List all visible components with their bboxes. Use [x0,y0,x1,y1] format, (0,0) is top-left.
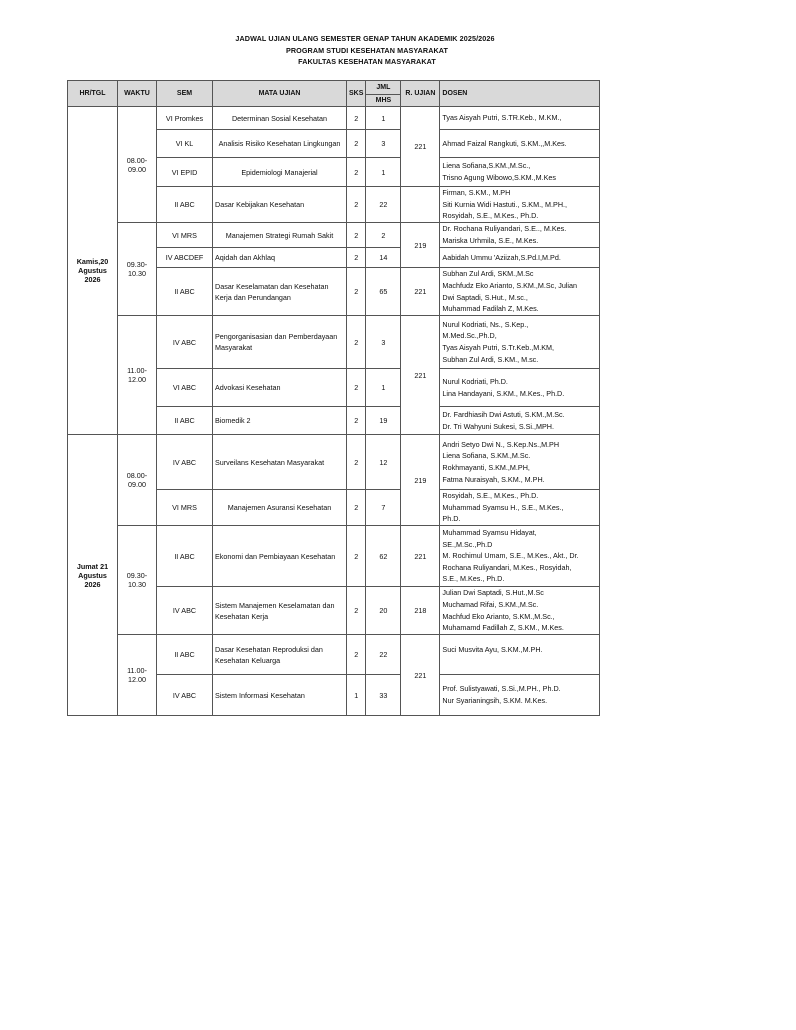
mata-ujian-cell: Manajemen Strategi Rumah Sakit [213,223,347,248]
header-dosen: DOSEN [440,81,600,107]
dosen-name: Ph.D. [442,514,461,524]
dosen-name: Subhan Zul Ardi, SKM.,M.Sc [442,269,534,279]
mata-ujian-cell: Ekonomi dan Pembiayaan Kesehatan [213,526,347,587]
day-cell [68,107,118,435]
room-cell: 221 [401,635,440,716]
jml-mhs-cell: 22 [366,187,401,223]
waktu-label: 09.30-10.30 [126,571,148,589]
sem-cell: VI MRS [157,490,213,526]
room-cell [401,187,440,223]
dosen-name: Andri Setyo Dwi N., S.Kep.Ns.,M.PH [442,439,560,449]
sem-cell: II ABC [157,187,213,223]
mata-ujian-cell: Analisis Risiko Kesehatan Lingkungan [213,130,347,158]
dosen-name: Firman, S.KM., M.PH [442,188,511,198]
waktu-label: 11.00-12.00 [127,366,147,384]
title-line-3: FAKULTAS KESEHATAN MASYARAKAT [298,57,436,66]
table-row [68,223,600,248]
dosen-name: Rokhmayanti, S.KM.,M.PH, [442,463,530,472]
header-sks: SKS [347,81,366,107]
jml-mhs-cell: 20 [366,587,401,635]
dosen-name: Rosyidah, S.E., M.Kes., Ph.D. [442,211,539,221]
room-cell: 219 [401,223,440,268]
mata-ujian-cell: Biomedik 2 [213,407,347,435]
mata-ujian-cell: Aqidah dan Akhlaq [213,248,347,268]
dosen-cell [440,587,600,635]
waktu-cell [118,435,157,526]
sem-cell: VI KL [157,130,213,158]
sem-cell: II ABC [157,526,213,587]
mata-ujian-cell: Determinan Sosial Kesehatan [213,107,347,130]
dosen-cell [440,187,600,223]
jml-mhs-cell: 2 [366,223,401,248]
dosen-name: Tyas Aisyah Putri, S.Tr.Keb.,M.KM, [442,343,554,352]
mata-ujian-cell: Surveilans Kesehatan Masyarakat [213,435,347,490]
dosen-name: Tyas Aisyah Putri, S.TR.Keb., M.KM., [442,113,562,123]
dosen-cell [440,369,600,407]
dosen-name: Machfudz Eko Arianto, S.KM.,M.Sc, Julian [442,280,578,290]
dosen-name: Fatma Nuraisyah, S.KM., M.PH. [442,474,545,484]
jml-mhs-cell: 3 [366,130,401,158]
sem-cell: IV ABC [157,316,213,369]
dosen-name: Muhammad Syamsu H., S.E., M.Kes., [442,502,564,512]
jml-mhs-cell: 22 [366,635,401,675]
table-row [68,316,600,369]
dosen-name: M. Rochimul Umam, S.E., M.Kes., Akt., Dr. [442,551,579,561]
dosen-name: Dr. Rochana Ruliyandari, S.E.., M.Kes. [442,224,567,234]
sem-cell: VI EPID [157,158,213,187]
mata-ujian-cell: Advokasi Kesehatan [213,369,347,407]
sks-cell: 1 [347,675,366,716]
jml-mhs-cell: 19 [366,407,401,435]
header-jml: JML [366,81,401,95]
waktu-label: 08.00-09.00 [126,155,148,174]
dosen-name: Rosyidah, S.E., M.Kes., Ph.D. [442,491,539,501]
dosen-cell [440,526,600,587]
header-mata-ujian: MATA UJIAN [213,81,347,107]
waktu-cell [118,526,157,635]
dosen-cell [440,316,600,369]
waktu-label: 11.00-12.00 [127,666,147,684]
jml-mhs-cell: 1 [366,158,401,187]
room-cell: 219 [401,435,440,526]
dosen-name: Julian Dwi Saptadi, S.Hut.,M.Sc [442,588,544,598]
jml-mhs-cell: 33 [366,675,401,716]
mata-ujian-cell: Sistem Manajemen Keselamatan dan Kesehatan Kerja [213,587,347,635]
room-cell: 221 [401,268,440,316]
dosen-cell [440,107,600,130]
dosen-name: Liena Sofiana, S.KM.,M.Sc. [442,451,531,461]
table-row [68,107,600,130]
table-row [68,526,600,587]
sem-cell: IV ABC [157,675,213,716]
dosen-name: Aabidah Ummu 'Aziizah,S.Pd.I,M.Pd. [442,252,561,262]
dosen-cell [440,158,600,187]
dosen-name: Muhammad Fadilah Z, M.Kes. [442,304,539,314]
waktu-cell [118,316,157,435]
dosen-name: S.E., M.Kes., Ph.D. [442,574,505,584]
dosen-name: Dr. Tri Wahyuni Sukesi, S.Si.,MPH. [442,421,554,431]
dosen-name: Nur Syarianingsih, S.KM. M.Kes. [442,696,548,705]
dosen-name: Ahmad Faizal Rangkuti, S.KM.,,M.Kes. [442,138,567,148]
dosen-name: Lina Handayani, S.KM., M.Kes., Ph.D. [442,388,565,398]
room-cell: 218 [401,587,440,635]
waktu-cell [118,635,157,716]
sks-cell: 2 [347,490,366,526]
sks-cell: 2 [347,158,366,187]
dosen-cell [440,635,600,675]
room-cell: 221 [401,526,440,587]
dosen-name: Machfud Eko Arianto, S.KM.,M.Sc., [442,611,555,621]
document-title [0,33,796,68]
room-cell: 221 [401,107,440,187]
dosen-name: Dwi Saptadi, S.Hut., M.sc., [442,292,528,302]
sem-cell: VI MRS [157,223,213,248]
dosen-name: Subhan Zul Ardi, S.KM., M.sc. [442,354,539,364]
dosen-name: M.Med.Sc.,Ph.D, [442,331,497,341]
sks-cell: 2 [347,223,366,248]
waktu-cell [118,223,157,316]
jml-mhs-cell: 12 [366,435,401,490]
jml-mhs-cell: 3 [366,316,401,369]
dosen-name: Rochana Ruliyandari, M.Kes., Rosyidah, [442,562,572,572]
sks-cell: 2 [347,587,366,635]
dosen-name: Muhamamd Fadillah Z, S.KM., M.Kes. [442,623,564,633]
dosen-name: Suci Musvita Ayu, S.KM.,M.PH. [442,645,543,654]
table-row [68,435,600,490]
dosen-cell [440,130,600,158]
sks-cell: 2 [347,187,366,223]
sks-cell: 2 [347,268,366,316]
title-line-2: PROGRAM STUDI KESEHATAN MASYARAKAT [285,45,449,55]
table-row [68,635,600,675]
dosen-name: SE.,M.Sc.,Ph.D [442,539,493,549]
room-cell: 221 [401,316,440,435]
jml-mhs-cell: 65 [366,268,401,316]
waktu-cell [118,107,157,223]
dosen-cell [440,407,600,435]
waktu-label: 08.00-09.00 [126,471,148,489]
sks-cell: 2 [347,435,366,490]
header-mhs: MHS [366,95,401,107]
mata-ujian-cell: Epidemiologi Manajerial [213,158,347,187]
jml-mhs-cell: 1 [366,107,401,130]
jml-mhs-cell: 7 [366,490,401,526]
sem-cell: II ABC [157,635,213,675]
dosen-name: Liena Sofiana,S.KM.,M.Sc., [442,161,531,171]
dosen-name: Nurul Kodriati, Ph.D. [442,376,508,386]
dosen-cell [440,248,600,268]
waktu-label: 09.30-10.30 [126,260,148,278]
exam-schedule-table [67,80,600,716]
sem-cell: IV ABC [157,587,213,635]
mata-ujian-cell: Dasar Kesehatan Reproduksi dan Kesehatan Keluarga [213,635,347,675]
header-r-ujian: R. UJIAN [401,81,440,107]
mata-ujian-cell: Pengorganisasian dan Pemberdayaan Masyarakat [213,316,347,369]
dosen-cell [440,223,600,248]
dosen-name: Trisno Agung Wibowo,S.KM.,M.Kes [442,173,556,182]
dosen-name: Nurul Kodriati, Ns., S.Kep., [442,319,529,329]
dosen-name: Dr. Fardhiasih Dwi Astuti, S.KM.,M.Sc. [442,409,565,419]
dosen-name: Muhammad Syamsu Hidayat, [442,528,537,538]
mata-ujian-cell: Dasar Kebijakan Kesehatan [213,187,347,223]
jml-mhs-cell: 62 [366,526,401,587]
dosen-name: Prof. Sulistyawati, S.Si.,M.PH., Ph.D. [442,684,561,694]
header-waktu: WAKTU [118,81,157,107]
dosen-name: Mariska Urhmila, S.E., M.Kes. [442,236,539,245]
sem-cell: VI Promkes [157,107,213,130]
dosen-cell [440,675,600,716]
sem-cell: II ABC [157,407,213,435]
dosen-cell [440,490,600,526]
day-cell [68,435,118,716]
mata-ujian-cell: Dasar Keselamatan dan Kesehatan Kerja dan Perundangan [213,268,347,316]
sem-cell: II ABC [157,268,213,316]
title-line-1: JADWAL UJIAN ULANG SEMESTER GENAP TAHUN AKADEMIK 2025/2026 [235,34,495,43]
day-label: Jumat 21 Agustus 2026 [76,561,109,589]
sem-cell: IV ABC [157,435,213,490]
sks-cell: 2 [347,316,366,369]
jml-mhs-cell: 1 [366,369,401,407]
mata-ujian-cell: Sistem Informasi Kesehatan [213,675,347,716]
sks-cell: 2 [347,369,366,407]
day-label: Kamis,20 Agustus 2026 [76,257,109,284]
mata-ujian-cell: Manajemen Asuransi Kesehatan [213,490,347,526]
sem-cell: IV ABCDEF [157,248,213,268]
dosen-cell [440,435,600,490]
header-hr-tgl: HR/TGL [68,81,118,107]
sks-cell: 2 [347,130,366,158]
jml-mhs-cell: 14 [366,248,401,268]
sks-cell: 2 [347,635,366,675]
dosen-cell [440,268,600,316]
sks-cell: 2 [347,107,366,130]
sem-cell: VI ABC [157,369,213,407]
sks-cell: 2 [347,248,366,268]
header-sem: SEM [157,81,213,107]
dosen-name: Siti Kurnia Widi Hastuti., S.KM., M.PH., [442,199,568,209]
sks-cell: 2 [347,407,366,435]
sks-cell: 2 [347,526,366,587]
dosen-name: Muchamad Rifai, S.KM.,M.Sc. [442,599,539,609]
